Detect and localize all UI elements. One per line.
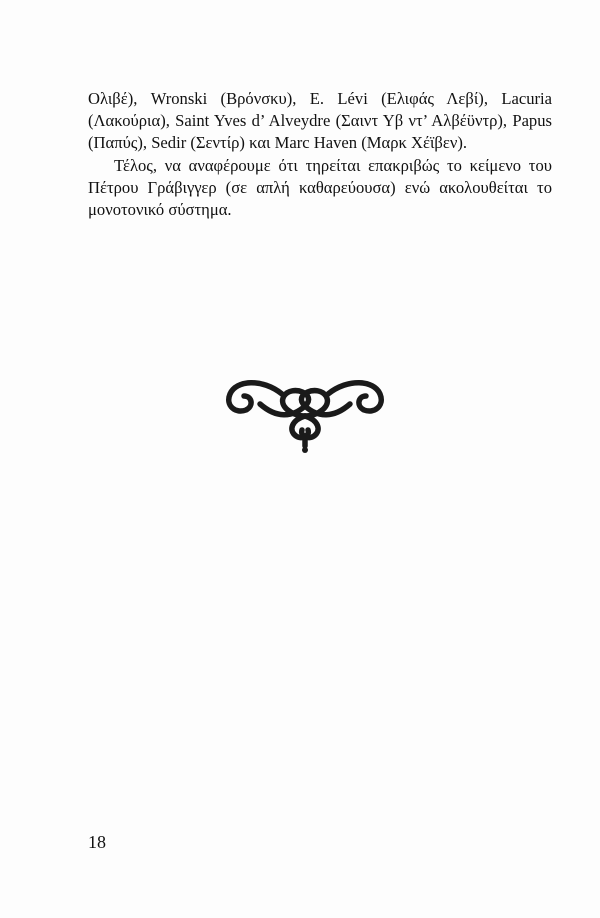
flourish-ornament-icon xyxy=(222,372,388,454)
body-text xyxy=(88,88,552,221)
page-number: 18 xyxy=(88,832,106,852)
paragraph-closing: Τέλος, να αναφέρουμε ότι τηρείται επακριβώς το κείμενο του Πέτρου Γράβιγγερ (σε απλή καθαρεύουσα) ενώ ακολουθείται το μονοτονικό σύστημα. xyxy=(88,155,552,220)
paragraph-continuation: Ολιβέ), Wronski (Βρόνσκυ), E. Lévi (Ελιφάς Λεβί), Lacuria (Λακούρια), Saint Yves d’ Alveydre (Σαιντ Υβ ντ’ Αλβέϋντρ), Papus (Παπύς), Sedir (Σεντίρ) και Marc Haven (Μαρκ Χέϊβεν). xyxy=(88,89,552,153)
